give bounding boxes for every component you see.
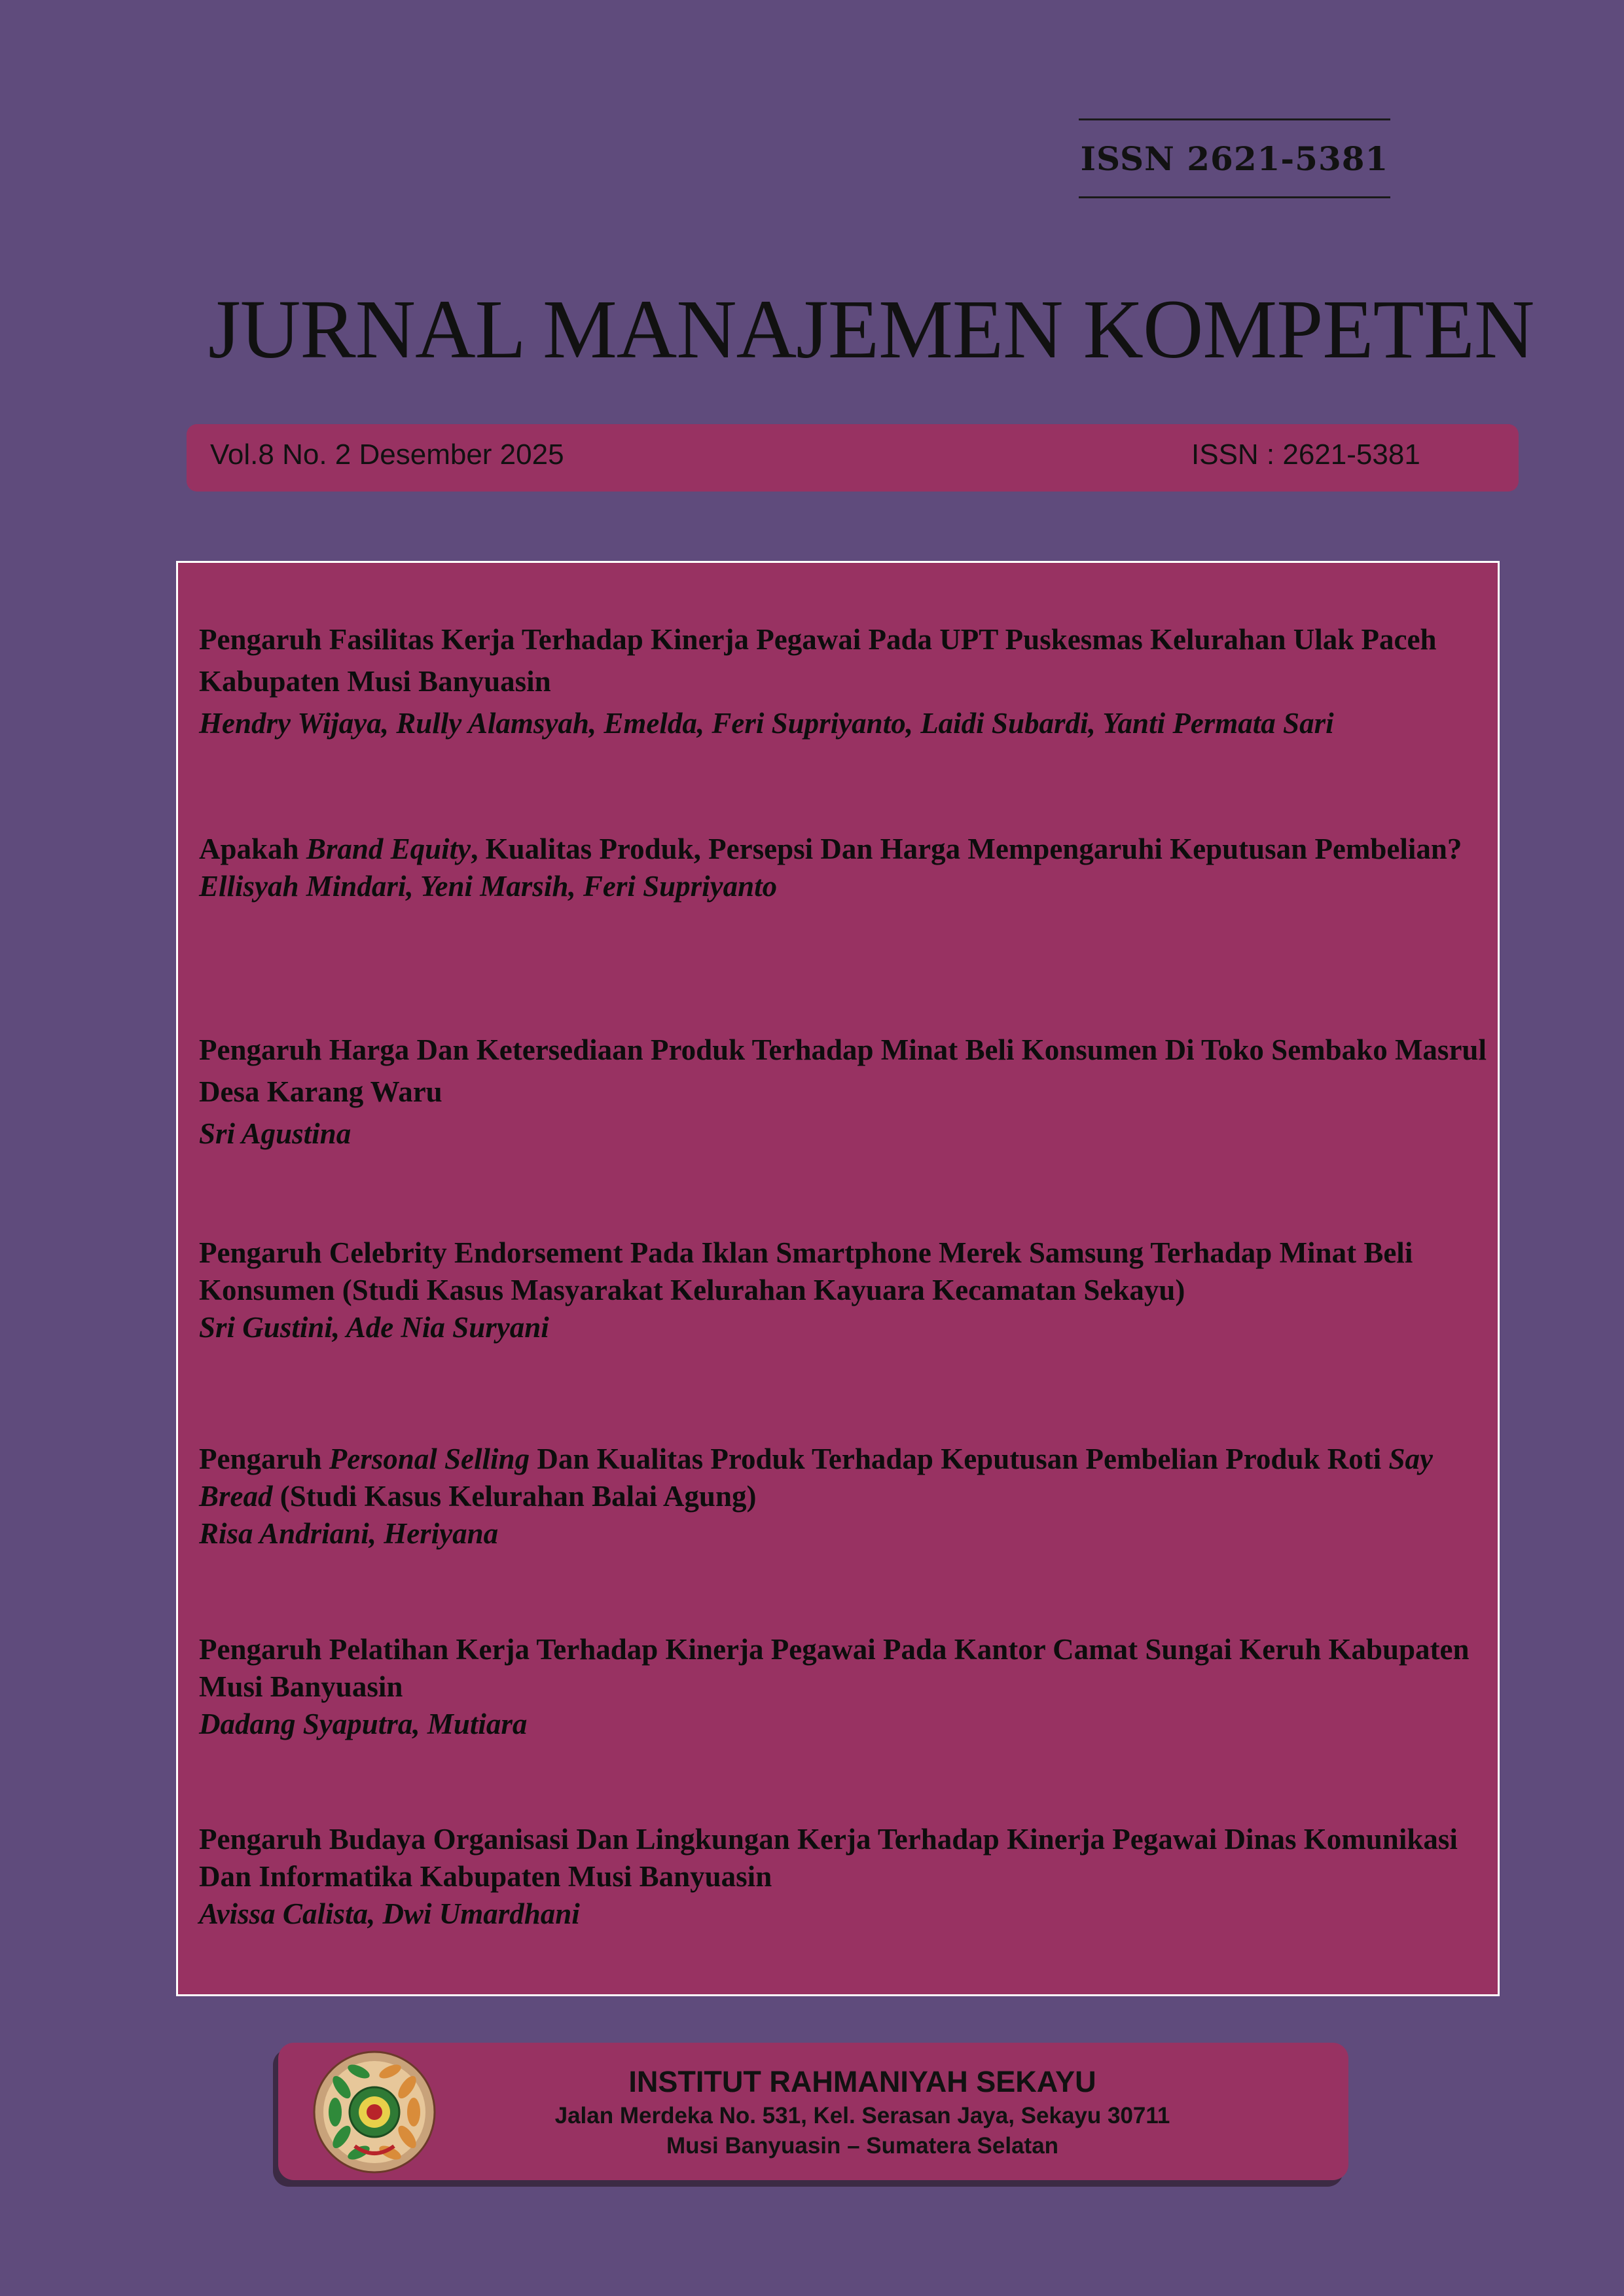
article-title[interactable]	[199, 1631, 1492, 1706]
article-6[interactable]	[199, 1631, 1492, 1743]
article-4[interactable]	[199, 1234, 1492, 1346]
article-2[interactable]	[199, 831, 1492, 905]
article-5[interactable]	[199, 1441, 1492, 1552]
article-authors: Risa Andriani, Heriyana	[199, 1517, 499, 1550]
article-title-segment: Dan Kualitas Produk Terhadap Keputusan Pembelian Produk Roti	[530, 1443, 1389, 1475]
article-title-segment: Apakah	[199, 833, 306, 865]
article-authors: Avissa Calista, Dwi Umardhani	[199, 1897, 580, 1930]
article-title-italic-segment: Personal Selling	[329, 1443, 530, 1475]
volume-bar	[187, 424, 1519, 492]
table-of-contents	[176, 561, 1500, 1996]
issn-box-text: ISSN 2621-5381	[1080, 139, 1389, 178]
institution-footer	[278, 2043, 1348, 2180]
article-title-segment: Pengaruh Pelatihan Kerja Terhadap Kinerja Pegawai Pada Kantor Camat Sungai Keruh Kabupaten Musi Banyuasin	[199, 1633, 1470, 1703]
article-title-segment: Pengaruh	[199, 1443, 329, 1475]
article-title-italic-segment: Brand Equity	[306, 833, 471, 865]
article-authors: Sri Gustini, Ade Nia Suryani	[199, 1311, 549, 1344]
institution-name: INSTITUT RAHMANIYAH SEKAYU	[628, 2065, 1096, 2098]
article-authors: Ellisyah Mindari, Yeni Marsih, Feri Supriyanto	[199, 870, 778, 903]
article-authors: Sri Agustina	[199, 1117, 352, 1150]
volume-label: Vol.8 No. 2 Desember 2025	[210, 439, 564, 471]
article-title-segment: Pengaruh Celebrity Endorsement Pada Iklan Smartphone Merek Samsung Terhadap Minat Beli Konsumen (Studi Kasus Masyarakat Kelurahan Kayuara Kecamatan Sekayu)	[199, 1236, 1413, 1306]
article-authors: Hendry Wijaya, Rully Alamsyah, Emelda, Feri Supriyanto, Laidi Subardi, Yanti Permata Sari	[199, 707, 1334, 740]
article-title[interactable]	[199, 1441, 1492, 1515]
article-authors: Dadang Syaputra, Mutiara	[199, 1708, 528, 1740]
article-title-segment: Pengaruh Budaya Organisasi Dan Lingkungan Kerja Terhadap Kinerja Pegawai Dinas Komunikasi Dan Informatika Kabupaten Musi Banyuasin	[199, 1823, 1458, 1893]
article-title-segment: Pengaruh Fasilitas Kerja Terhadap Kinerja Pegawai Pada UPT Puskesmas Kelurahan Ulak Paceh Kabupaten Musi Banyuasin	[199, 623, 1437, 698]
article-title-segment: Pengaruh Harga Dan Ketersediaan Produk Terhadap Minat Beli Konsumen Di Toko Sembako Masrul Desa Karang Waru	[199, 1033, 1487, 1108]
article-title[interactable]	[199, 1234, 1492, 1309]
article-title[interactable]	[199, 1821, 1492, 1895]
article-title-segment: , Kualitas Produk, Persepsi Dan Harga Mempengaruhi Keputusan Pembelian?	[471, 833, 1462, 865]
article-7[interactable]	[199, 1821, 1492, 1933]
institution-address-line2: Musi Banyuasin – Sumatera Selatan	[666, 2133, 1059, 2159]
article-title-segment: (Studi Kasus Kelurahan Balai Agung)	[272, 1480, 757, 1513]
journal-title: JURNAL MANAJEMEN KOMPETEN	[208, 283, 1534, 376]
article-title[interactable]	[199, 1029, 1492, 1113]
institution-address-line1: Jalan Merdeka No. 531, Kel. Serasan Jaya, Sekayu 30711	[554, 2103, 1170, 2128]
article-title-italic-segment: Say Bread	[199, 1443, 1433, 1513]
article-3[interactable]	[199, 1029, 1492, 1155]
article-title[interactable]	[199, 619, 1492, 702]
article-1[interactable]	[199, 619, 1492, 744]
article-title[interactable]	[199, 831, 1492, 868]
issn-box	[1079, 118, 1390, 198]
issn-label: ISSN : 2621-5381	[1191, 439, 1420, 471]
